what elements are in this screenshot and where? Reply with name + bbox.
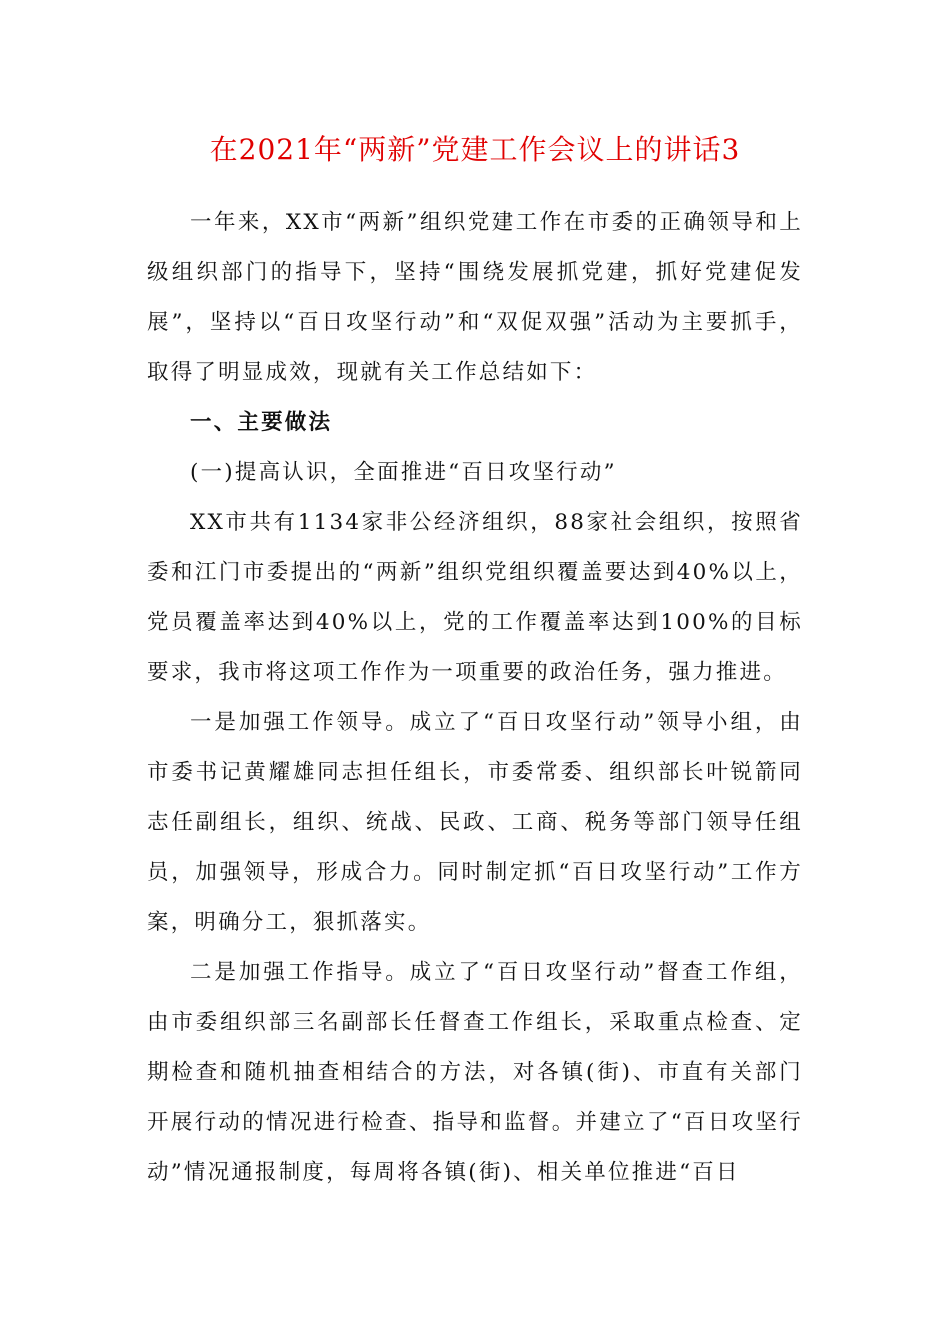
body-paragraph: XX市共有1134家非公经济组织，88家社会组织，按照省委和江门市委提出的“两新”组织党组织覆盖要达到40%以上，党员覆盖率达到40%以上，党的工作覆盖率达到100%的目标要求，我市将这项工作作为一项重要的政治任务，强力推进。 [147,510,803,685]
subsection-heading: (一)提高认识，全面推进“百日攻坚行动” [190,460,617,485]
section-heading: 一、主要做法 [190,410,333,435]
document-body [147,198,803,1198]
body-paragraph: 一是加强工作领导。成立了“百日攻坚行动”领导小组，由市委书记黄耀雄同志担任组长，市委常委、组织部长叶锐箭同志任副组长，组织、统战、民政、工商、税务等部门领导任组员，加强领导，形成合力。同时制定抓“百日攻坚行动”工作方案，明确分工，狠抓落实。 [147,710,803,935]
body-paragraph: 二是加强工作指导。成立了“百日攻坚行动”督查工作组，由市委组织部三名副部长任督查工作组长，采取重点检查、定期检查和随机抽查相结合的方法，对各镇(街)、市直有关部门开展行动的情况进行检查、指导和监督。并建立了“百日攻坚行动”情况通报制度，每周将各镇(街)、相关单位推进“百日 [147,960,803,1185]
intro-paragraph: 一年来，XX市“两新”组织党建工作在市委的正确领导和上级组织部门的指导下，坚持“围绕发展抓党建，抓好党建促发展”，坚持以“百日攻坚行动”和“双促双强”活动为主要抓手，取得了明显成效，现就有关工作总结如下： [147,210,803,385]
document-title: 在2021年“两新”党建工作会议上的讲话3 [209,133,741,166]
